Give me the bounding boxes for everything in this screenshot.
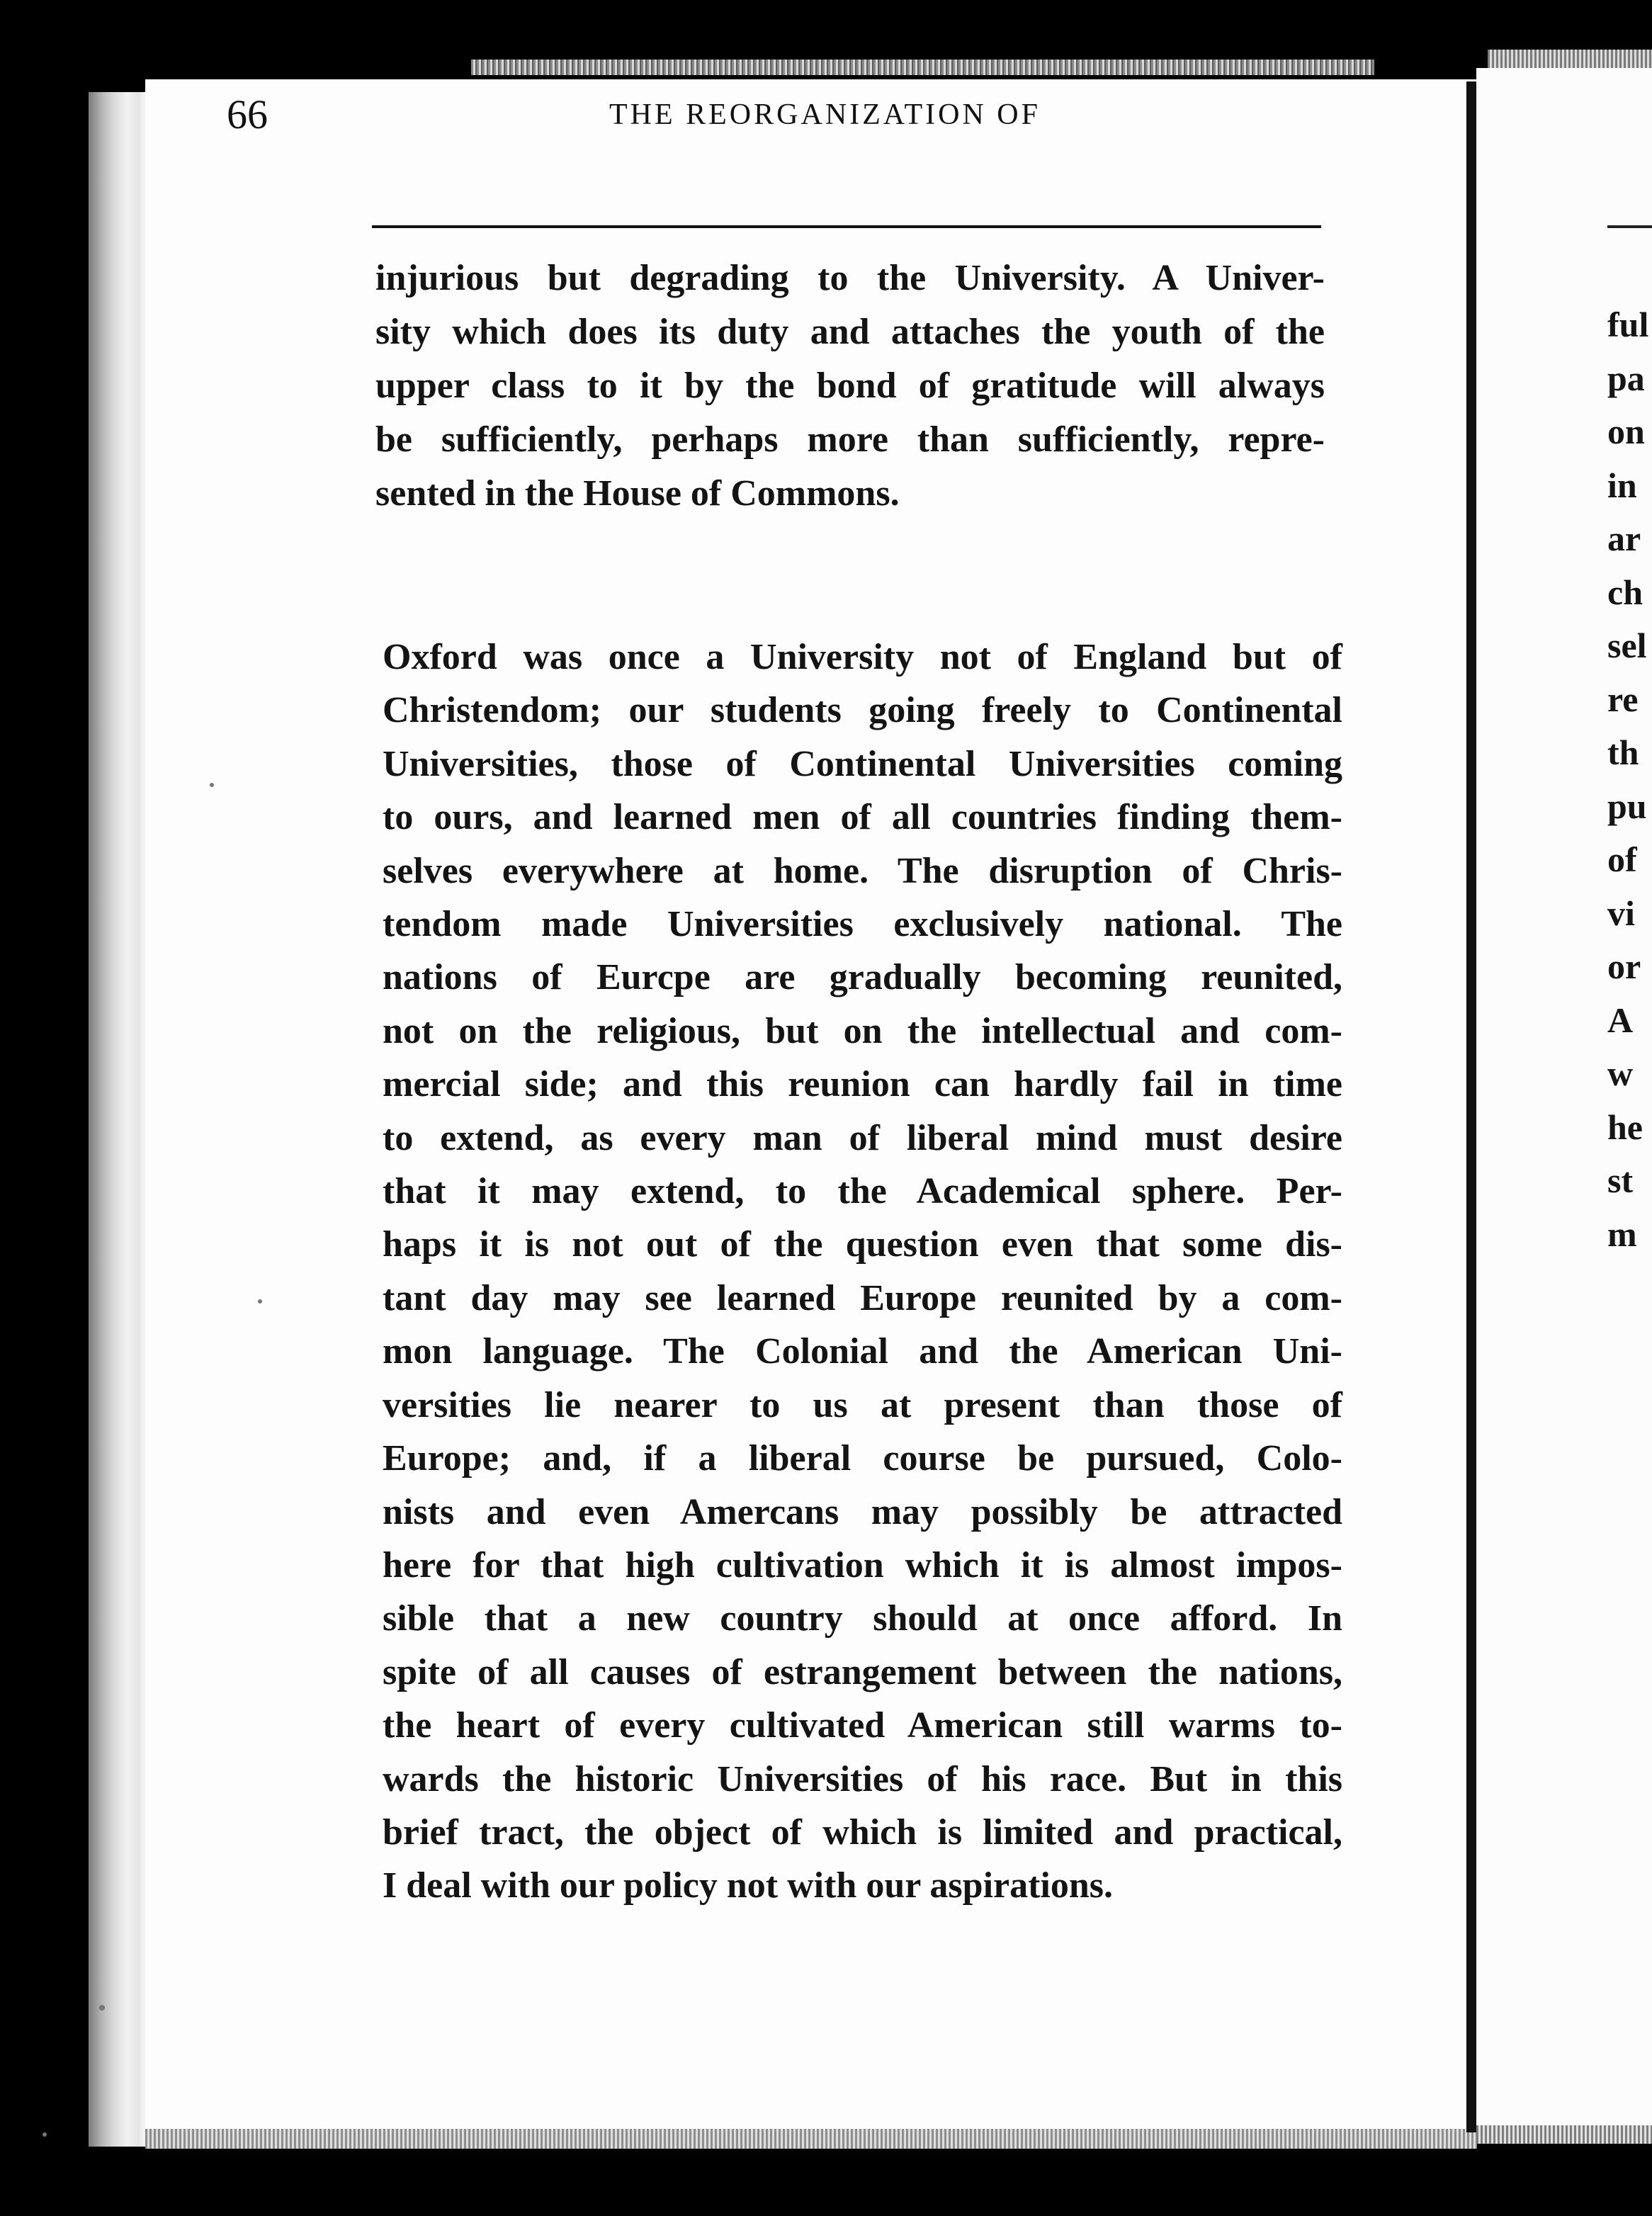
text-line: Christendom; our students going freely to Continental xyxy=(383,690,1342,731)
facing-page xyxy=(1476,68,1652,2137)
text-line: Universities, those of Continental Universities coming xyxy=(383,743,1342,784)
page-number: 66 xyxy=(227,91,268,137)
text-line: nists and even Amercans may possibly be attracted xyxy=(383,1491,1342,1532)
scan-speck xyxy=(258,1299,262,1304)
text-line: spite of all causes of estrangement between the nations, xyxy=(383,1651,1342,1692)
text-line: tendom made Universities exclusively national. The xyxy=(383,904,1342,945)
text-line: haps it is not out of the question even that some dis- xyxy=(383,1224,1342,1265)
header-rule xyxy=(372,225,1321,228)
facing-page-fragment: pu xyxy=(1607,786,1647,826)
text-line: I deal with our policy not with our aspirations. xyxy=(383,1865,1114,1906)
facing-page-head-rule xyxy=(1607,225,1652,228)
facing-page-fragment: ch xyxy=(1607,572,1643,612)
text-line: be sufficiently, perhaps more than sufficiently, repre- xyxy=(375,419,1325,460)
facing-page-text-fragments xyxy=(1607,298,1652,1261)
facing-page-fragment: or xyxy=(1607,946,1641,986)
scan-speck xyxy=(43,2132,47,2137)
facing-page-fragment: st xyxy=(1607,1160,1634,1200)
facing-page-fragment: in xyxy=(1607,465,1637,505)
text-line: versities lie nearer to us at present than those of xyxy=(383,1384,1342,1425)
running-head xyxy=(227,84,1318,140)
paragraph-1 xyxy=(375,251,1325,521)
facing-page-fragment: A xyxy=(1607,1000,1634,1040)
text-line: sity which does its duty and attaches the youth of the xyxy=(375,312,1325,352)
facing-page-fragment: w xyxy=(1607,1053,1634,1093)
facing-page-fragment: he xyxy=(1607,1107,1643,1147)
scan-bottom-border xyxy=(145,2129,1477,2149)
text-line: not on the religious, but on the intellectual and com- xyxy=(383,1010,1342,1051)
text-line: Europe; and, if a liberal course be pursued, Colo- xyxy=(383,1438,1342,1479)
text-line: tant day may see learned Europe reunited by a com- xyxy=(383,1277,1342,1318)
running-title: THE REORGANIZATION OF xyxy=(609,98,1041,131)
facing-page-fragment: vi xyxy=(1607,893,1635,933)
text-line: Oxford was once a University not of England but of xyxy=(383,637,1342,677)
text-line: sible that a new country should at once afford. In xyxy=(383,1598,1342,1639)
facing-page-fragment: ful xyxy=(1607,305,1649,344)
text-line: selves everywhere at home. The disruption of Chris- xyxy=(383,850,1342,891)
facing-page-fragment: on xyxy=(1607,412,1645,451)
scan-speck xyxy=(99,2005,105,2011)
facing-page-fragment: re xyxy=(1607,679,1639,719)
text-line: here for that high cultivation which it is almost impos- xyxy=(383,1544,1342,1585)
text-line: injurious but degrading to the University. A Univer- xyxy=(375,258,1325,298)
text-line: sented in the House of Commons. xyxy=(375,473,900,514)
text-line: that it may extend, to the Academical sphere. Per- xyxy=(383,1171,1342,1212)
text-line: the heart of every cultivated American still warms to- xyxy=(383,1705,1342,1746)
text-line: upper class to it by the bond of gratitude will always xyxy=(375,366,1325,406)
scan-noise-strip-right xyxy=(1488,50,1652,68)
facing-page-fragment: pa xyxy=(1607,358,1645,398)
text-line: nations of Eurcpe are gradually becoming reunited, xyxy=(383,957,1342,998)
text-line: mon language. The Colonial and the American Uni- xyxy=(383,1331,1342,1372)
scan-speck xyxy=(210,783,214,787)
facing-page-fragment: ar xyxy=(1607,519,1641,558)
scan-top-border xyxy=(0,0,1652,65)
text-line: brief tract, the object of which is limited and practical, xyxy=(383,1811,1342,1853)
facing-page-fragment: sel xyxy=(1607,626,1647,665)
facing-page-fragment: m xyxy=(1607,1214,1637,1254)
paragraph-2 xyxy=(383,631,1342,1913)
text-line: wards the historic Universities of his race. But in this xyxy=(383,1758,1342,1799)
text-line: to ours, and learned men of all countries finding them- xyxy=(383,797,1342,838)
scan-bottom-border-right xyxy=(1476,2125,1652,2144)
scan-noise-strip xyxy=(471,60,1374,75)
page-stack-edge xyxy=(89,92,149,2147)
facing-page-fragment: th xyxy=(1607,733,1639,772)
facing-page-fragment: of xyxy=(1607,840,1637,879)
book-gutter xyxy=(1466,81,1476,2132)
text-line: mercial side; and this reunion can hardly fail in time xyxy=(383,1064,1342,1105)
text-line: to extend, as every man of liberal mind must desire xyxy=(383,1117,1342,1158)
